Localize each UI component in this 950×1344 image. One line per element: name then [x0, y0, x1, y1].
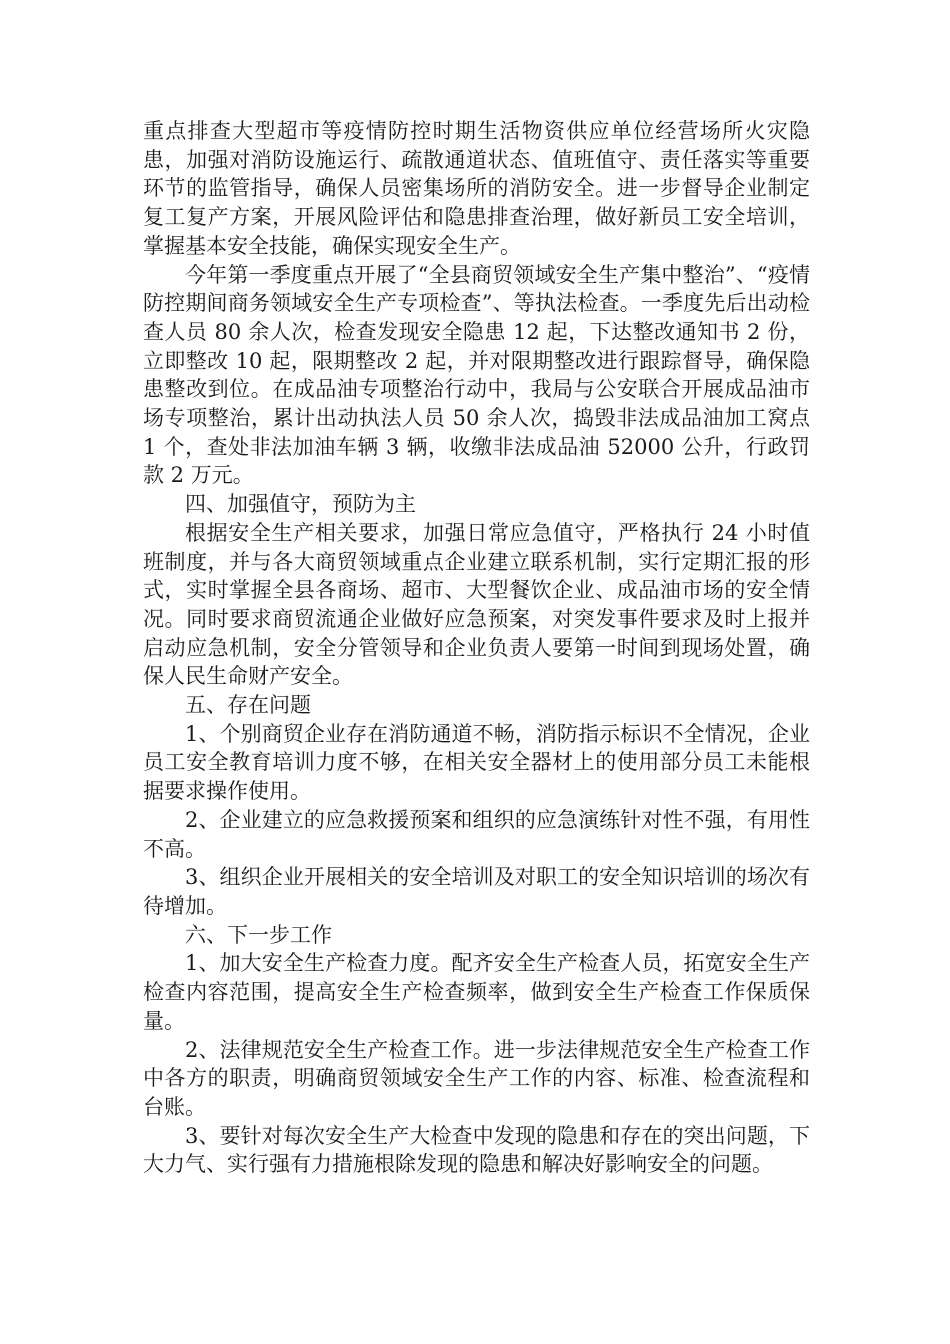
list-item-paragraph: 1、个别商贸企业存在消防通道不畅，消防指示标识不全情况，企业员工安全教育培训力度不够，在相关安全器材上的使用部分员工未能根据要求操作使用。: [143, 721, 810, 804]
section-heading: 六、下一步工作: [185, 922, 332, 947]
document-page: [143, 117, 810, 1179]
list-item-paragraph: 2、法律规范安全生产检查工作。进一步法律规范安全生产检查工作中各方的职责，明确商贸领域安全生产工作的内容、标准、检查流程和台账。: [143, 1037, 810, 1119]
list-item-paragraph: 2、企业建立的应急救援预案和组织的应急演练针对性不强，有用性不高。: [143, 807, 810, 861]
list-item-paragraph: 3、组织企业开展相关的安全培训及对职工的安全知识培训的场次有待增加。: [143, 865, 810, 918]
section-heading: 五、存在问题: [185, 693, 311, 718]
list-item-paragraph: 1、加大安全生产检查力度。配齐安全生产检查人员，拓宽安全生产检查内容范围，提高安全生产检查频率，做到安全生产检查工作保质保量。: [143, 951, 810, 1033]
body-paragraph: 今年第一季度重点开展了“全县商贸领域安全生产集中整治”、“疫情防控期间商务领域安全生产专项检查”、等执法检查。一季度先后出动检查人员 80 余人次，检查发现安全隐患 12 起，下达整改通知书 2 份，立即整改 10 起，限期整改 2 起，并对限期整改进行跟踪督导，确保隐患整改到位。在成品油专项整治行动中，我局与公安联合开展成品油市场专项整治，累计出动执法人员 50 余人次，捣毁非法成品油加工窝点 1 个，查处非法加油车辆 3 辆，收缴非法成品油 52000 公升，行政罚款 2 万元。: [143, 262, 810, 488]
list-item-paragraph: 3、要针对每次安全生产大检查中发现的隐患和存在的突出问题，下大力气、实行强有力措施根除发现的隐患和解决好影响安全的问题。: [143, 1123, 810, 1177]
body-paragraph: 重点排查大型超市等疫情防控时期生活物资供应单位经营场所火灾隐患，加强对消防设施运行、疏散通道状态、值班值守、责任落实等重要环节的监管指导，确保人员密集场所的消防安全。进一步督导企业制定复工复产方案，开展风险评估和隐患排查治理，做好新员工安全培训，掌握基本安全技能，确保实现安全生产。: [143, 119, 810, 258]
body-paragraph: 根据安全生产相关要求，加强日常应急值守，严格执行 24 小时值班制度，并与各大商贸领域重点企业建立联系机制，实行定期汇报的形式，实时掌握全县各商场、超市、大型餐饮企业、成品油市场的安全情况。同时要求商贸流通企业做好应急预案，对突发事件要求及时上报并启动应急机制，安全分管领导和企业负责人要第一时间到现场处置，确保人民生命财产安全。: [143, 520, 810, 689]
section-heading: 四、加强值守，预防为主: [185, 492, 416, 517]
